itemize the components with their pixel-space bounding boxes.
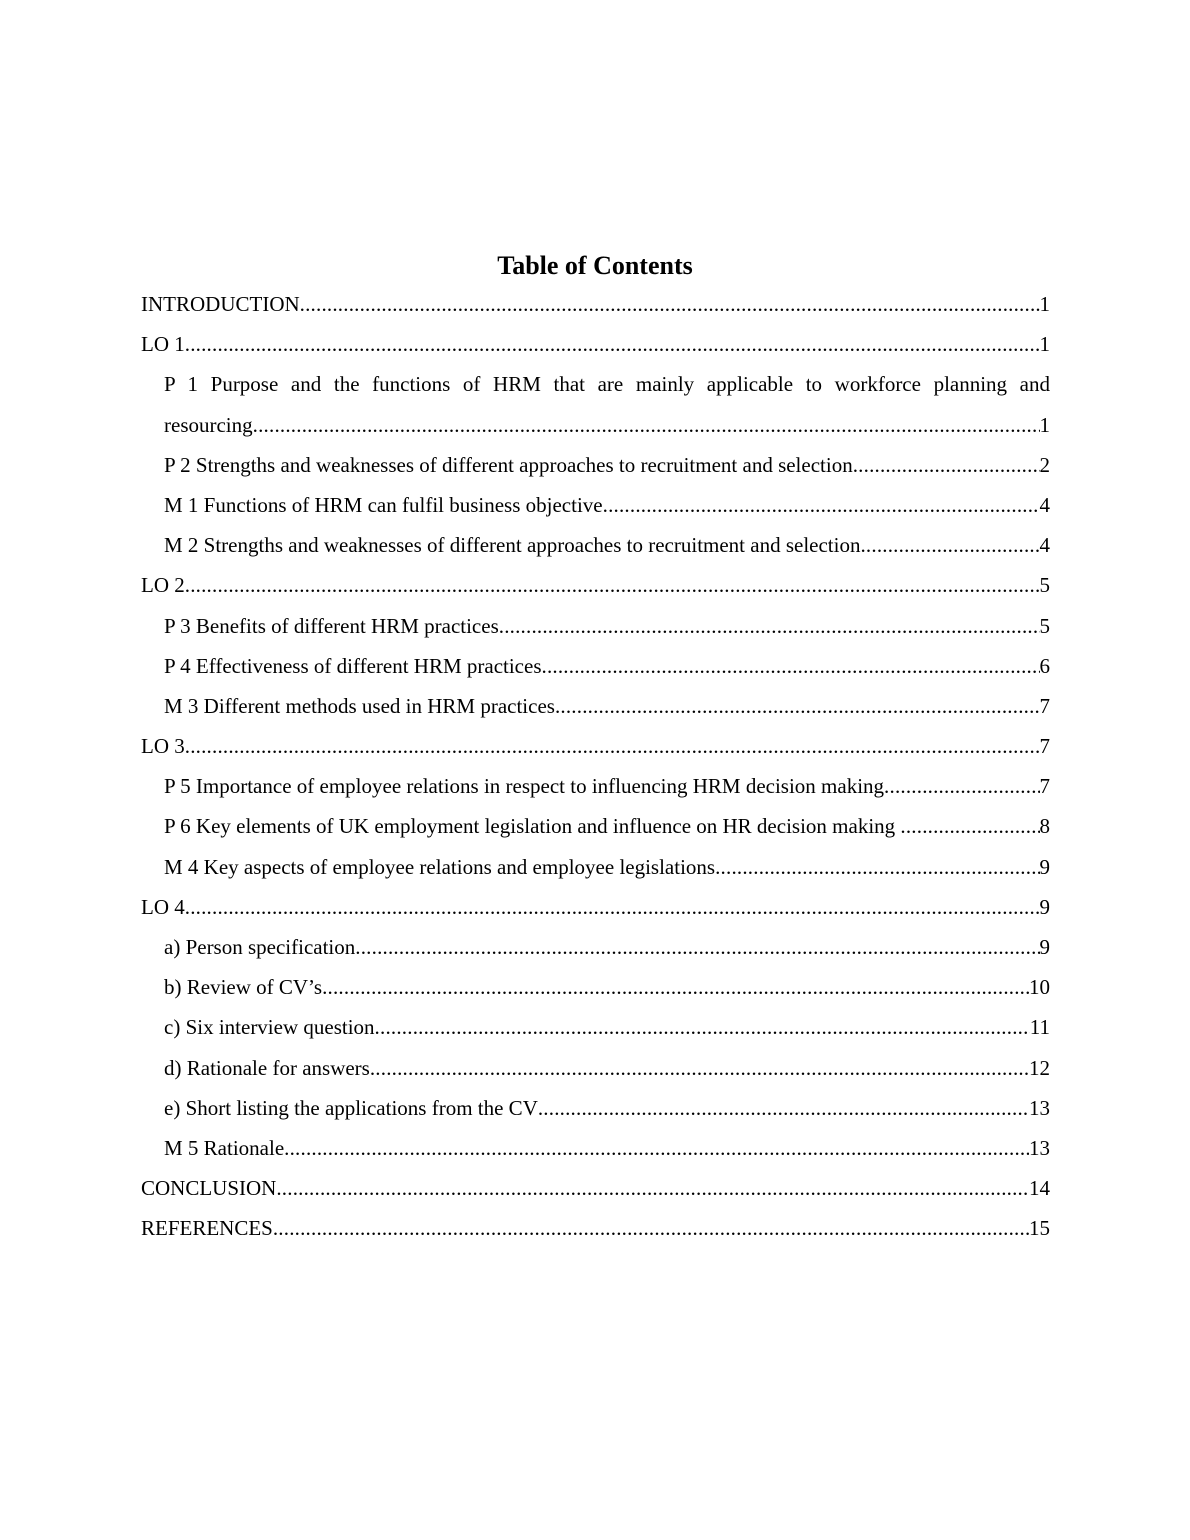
toc-entry-label: P 2 Strengths and weaknesses of different approaches to recruitment and selection [164, 452, 853, 477]
toc-dot-leader [900, 806, 1039, 846]
toc-entry-label-line2: resourcing [164, 412, 253, 437]
toc-entry-label-line1 [164, 364, 1050, 404]
toc-entry-conclusion[interactable] [141, 1168, 1050, 1208]
toc-dot-leader [185, 324, 1040, 364]
toc-entry-label: M 2 Strengths and weaknesses of different approaches to recruitment and selection [164, 533, 861, 558]
toc-entry-label: b) Review of CV’s [164, 975, 323, 1000]
toc-entry-p5[interactable] [141, 766, 1050, 806]
toc-page-number: 9 [1039, 894, 1050, 919]
toc-page-number: 7 [1039, 774, 1050, 799]
toc-page-number: 12 [1029, 1055, 1050, 1080]
toc-page-number: 1 [1039, 332, 1050, 357]
toc-page-number: 13 [1029, 1135, 1050, 1160]
toc-entry-p6[interactable] [141, 806, 1050, 846]
toc-entry-m4[interactable] [141, 847, 1050, 887]
toc-entry-label: CONCLUSION [141, 1176, 277, 1201]
toc-entry-label: P 6 Key elements of UK employment legislation and influence on HR decision making [164, 814, 901, 839]
toc-entry-lo3[interactable] [141, 726, 1050, 766]
toc-entry-m1[interactable] [141, 485, 1050, 525]
toc-dot-leader [603, 485, 1040, 525]
toc-dot-leader [276, 1168, 1029, 1208]
toc-entry-m2[interactable] [141, 525, 1050, 565]
toc-entry-p3[interactable] [141, 606, 1050, 646]
toc-page-number: 6 [1039, 653, 1050, 678]
toc-entry-label: INTRODUCTION [141, 292, 300, 316]
toc-dot-leader [884, 766, 1039, 806]
toc-dot-leader [370, 1048, 1029, 1088]
toc-entry-label: M 4 Key aspects of employee relations and employee legislations [164, 854, 716, 879]
toc-dot-leader [185, 887, 1040, 927]
toc-dot-leader [375, 1007, 1030, 1047]
toc-entry-person-specification[interactable] [141, 927, 1050, 967]
toc-list [141, 284, 1050, 1249]
toc-entry-m5[interactable] [141, 1128, 1050, 1168]
toc-dot-leader [284, 1128, 1029, 1168]
toc-dot-leader [538, 1088, 1029, 1128]
toc-entry-lo4[interactable] [141, 887, 1050, 927]
toc-page-number: 4 [1039, 533, 1050, 558]
toc-entry-label: c) Six interview question [164, 1015, 375, 1040]
toc-page-number: 1 [1039, 412, 1050, 437]
toc-entry-label-line1-text: P 1 Purpose and the functions of HRM that are mainly applicable to workforce planning and [164, 372, 1050, 397]
toc-dot-leader [322, 967, 1029, 1007]
toc-entry-label: LO 3 [141, 734, 185, 759]
toc-entry-label: M 3 Different methods used in HRM practices [164, 693, 555, 718]
toc-dot-leader [185, 726, 1040, 766]
toc-page-number: 7 [1039, 693, 1050, 718]
toc-page-number: 7 [1039, 734, 1050, 759]
toc-page-number: 2 [1039, 452, 1050, 477]
toc-entry-lo2[interactable] [141, 565, 1050, 605]
toc-dot-leader [715, 847, 1039, 887]
toc-title: Table of Contents [497, 251, 693, 280]
toc-page-number: 9 [1039, 935, 1050, 959]
toc-page-number: 4 [1039, 492, 1050, 517]
toc-page-number: 5 [1039, 613, 1050, 638]
toc-dot-leader [253, 405, 1040, 445]
toc-page-number: 15 [1029, 1216, 1050, 1241]
toc-page-number: 8 [1039, 814, 1050, 839]
toc-entry-label: LO 4 [141, 894, 185, 919]
toc-entry-rationale-for-answers[interactable] [141, 1048, 1050, 1088]
toc-entry-label: REFERENCES [141, 1216, 273, 1241]
toc-entry-p4[interactable] [141, 646, 1050, 686]
toc-dot-leader [860, 525, 1039, 565]
toc-entry-label: P 3 Benefits of different HRM practices [164, 613, 499, 638]
toc-entry-short-listing[interactable] [141, 1088, 1050, 1128]
toc-entry-label: a) Person specification [164, 935, 356, 959]
toc-entry-p1[interactable] [141, 364, 1050, 444]
toc-entry-p2[interactable] [141, 445, 1050, 485]
toc-page-number: 5 [1039, 573, 1050, 598]
toc-entry-introduction[interactable] [141, 284, 1050, 324]
toc-dot-leader [542, 646, 1040, 686]
toc-entry-label: LO 2 [141, 573, 185, 598]
toc-dot-leader [185, 565, 1040, 605]
toc-entry-label: M 5 Rationale [164, 1135, 285, 1160]
toc-entry-lo1[interactable] [141, 324, 1050, 364]
toc-dot-leader [555, 686, 1040, 726]
toc-entry-references[interactable] [141, 1208, 1050, 1248]
toc-entry-six-interview-question[interactable] [141, 1007, 1050, 1047]
toc-dot-leader [273, 1208, 1029, 1248]
toc-page-number: 1 [1039, 292, 1050, 316]
toc-page-number: 11 [1029, 1015, 1050, 1040]
toc-dot-leader [499, 606, 1040, 646]
toc-entry-label: P 5 Importance of employee relations in respect to influencing HRM decision making [164, 774, 885, 799]
toc-entry-review-of-cvs[interactable] [141, 967, 1050, 1007]
toc-entry-label: LO 1 [141, 332, 185, 357]
toc-entry-m3[interactable] [141, 686, 1050, 726]
toc-page-number: 9 [1039, 854, 1050, 879]
toc-page-number: 13 [1029, 1095, 1050, 1120]
toc-entry-label: P 4 Effectiveness of different HRM practices [164, 653, 542, 678]
toc-dot-leader [300, 284, 1040, 324]
toc-dot-leader [355, 927, 1039, 967]
toc-entry-label: d) Rationale for answers [164, 1055, 370, 1080]
toc-entry-label: e) Short listing the applications from the CV [164, 1095, 538, 1120]
toc-page-number: 10 [1029, 975, 1050, 1000]
toc-entry-label: M 1 Functions of HRM can fulfil business objective [164, 492, 603, 517]
toc-page-number: 14 [1029, 1176, 1050, 1201]
toc-dot-leader [853, 445, 1040, 485]
